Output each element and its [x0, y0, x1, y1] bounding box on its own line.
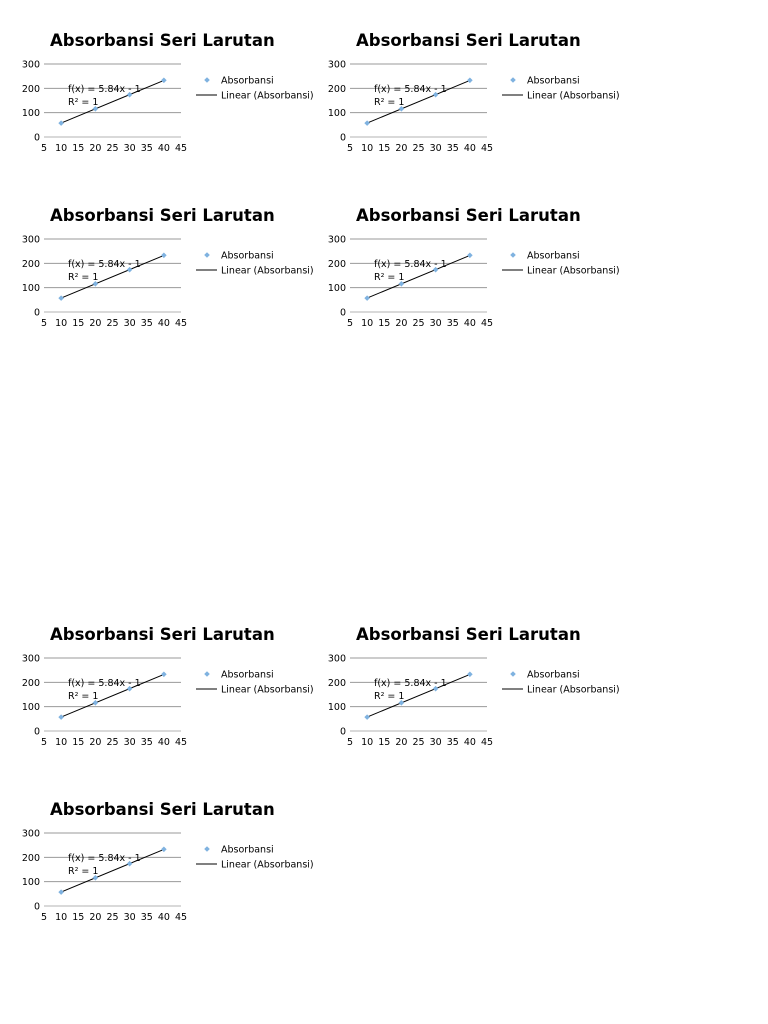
trendline-r-squared: R² = 1 [374, 272, 405, 283]
legend-marker-icon [204, 77, 210, 83]
x-tick-label: 10 [361, 318, 374, 329]
x-tick-label: 15 [378, 737, 391, 748]
x-tick-label: 5 [40, 318, 48, 329]
x-tick-label: 40 [463, 318, 476, 329]
x-tick-label: 30 [429, 737, 442, 748]
x-tick-label: 35 [140, 143, 153, 154]
x-tick-label: 10 [55, 737, 68, 748]
data-point [467, 78, 473, 84]
legend-marker-icon [510, 77, 516, 83]
y-tick-label: 300 [327, 59, 346, 71]
chart-7 [10, 797, 314, 947]
x-tick-label: 15 [72, 737, 85, 748]
x-tick-label: 40 [157, 737, 170, 748]
y-tick-label: 0 [339, 132, 346, 144]
y-tick-label: 100 [327, 108, 346, 120]
legend-label: Linear (Absorbansi) [527, 90, 620, 102]
data-point [467, 672, 473, 678]
x-tick-label: 30 [123, 737, 136, 748]
x-tick-label: 25 [412, 737, 425, 748]
y-tick-label: 200 [21, 677, 40, 689]
chart-title: Absorbansi Seri Larutan [356, 31, 581, 50]
x-tick-label: 20 [89, 912, 102, 923]
chart-svg [316, 28, 620, 178]
x-tick-label: 15 [378, 318, 391, 329]
legend-label: Absorbansi [527, 250, 580, 262]
y-tick-label: 0 [339, 726, 346, 738]
x-tick-label: 5 [40, 143, 48, 154]
x-tick-label: 20 [395, 143, 408, 154]
chart-3 [10, 203, 314, 353]
y-tick-label: 0 [33, 132, 40, 144]
y-tick-label: 100 [21, 108, 40, 120]
x-tick-label: 5 [346, 737, 354, 748]
x-tick-label: 35 [446, 318, 459, 329]
x-tick-label: 5 [346, 318, 354, 329]
data-point [161, 78, 167, 84]
x-tick-label: 20 [89, 318, 102, 329]
x-tick-label: 5 [40, 912, 48, 923]
chart-4 [316, 203, 620, 353]
legend-marker-icon [510, 671, 516, 677]
x-tick-label: 20 [89, 143, 102, 154]
x-tick-label: 10 [55, 318, 68, 329]
x-tick-label: 40 [157, 912, 170, 923]
chart-svg [316, 622, 620, 772]
trendline-equation: f(x) = 5.84x - 1 [68, 84, 141, 95]
trendline-equation: f(x) = 5.84x - 1 [68, 259, 141, 270]
x-tick-label: 25 [106, 737, 119, 748]
y-tick-label: 100 [327, 283, 346, 295]
legend-label: Linear (Absorbansi) [221, 684, 314, 696]
y-tick-label: 200 [21, 83, 40, 95]
chart-6 [316, 622, 620, 772]
y-tick-label: 0 [33, 307, 40, 319]
trendline-equation: f(x) = 5.84x - 1 [374, 678, 447, 689]
y-tick-label: 300 [21, 653, 40, 665]
legend-label: Linear (Absorbansi) [221, 265, 314, 277]
x-tick-label: 45 [174, 912, 188, 923]
data-point [161, 672, 167, 678]
chart-title: Absorbansi Seri Larutan [356, 625, 581, 644]
y-tick-label: 300 [327, 234, 346, 246]
y-tick-label: 100 [21, 702, 40, 714]
legend-label: Linear (Absorbansi) [527, 265, 620, 277]
chart-title: Absorbansi Seri Larutan [50, 800, 275, 819]
legend-label: Linear (Absorbansi) [221, 859, 314, 871]
legend-label: Linear (Absorbansi) [527, 684, 620, 696]
x-tick-label: 30 [123, 912, 136, 923]
chart-title: Absorbansi Seri Larutan [50, 625, 275, 644]
chart-title: Absorbansi Seri Larutan [50, 206, 275, 225]
chart-5 [10, 622, 314, 772]
x-tick-label: 35 [446, 143, 459, 154]
x-tick-label: 30 [123, 318, 136, 329]
data-point [58, 714, 64, 720]
trendline-r-squared: R² = 1 [374, 691, 405, 702]
trendline-r-squared: R² = 1 [68, 272, 99, 283]
x-tick-label: 40 [157, 143, 170, 154]
y-tick-label: 300 [21, 59, 40, 71]
trendline-equation: f(x) = 5.84x - 1 [68, 678, 141, 689]
chart-title: Absorbansi Seri Larutan [356, 206, 581, 225]
data-point [161, 847, 167, 853]
x-tick-label: 30 [123, 143, 136, 154]
x-tick-label: 45 [480, 143, 494, 154]
y-tick-label: 200 [327, 677, 346, 689]
data-point [161, 253, 167, 259]
chart-svg [316, 203, 620, 353]
x-tick-label: 25 [106, 143, 119, 154]
y-tick-label: 100 [21, 877, 40, 889]
y-tick-label: 200 [327, 83, 346, 95]
y-tick-label: 200 [21, 258, 40, 270]
y-tick-label: 100 [21, 283, 40, 295]
x-tick-label: 20 [395, 737, 408, 748]
x-tick-label: 10 [361, 737, 374, 748]
x-tick-label: 5 [40, 737, 48, 748]
x-tick-label: 20 [395, 318, 408, 329]
chart-2 [316, 28, 620, 178]
y-tick-label: 300 [327, 653, 346, 665]
x-tick-label: 10 [55, 143, 68, 154]
data-point [58, 295, 64, 301]
x-tick-label: 45 [174, 737, 188, 748]
x-tick-label: 45 [174, 143, 188, 154]
data-point [364, 714, 370, 720]
chart-svg [10, 28, 314, 178]
data-point [58, 889, 64, 895]
trendline-r-squared: R² = 1 [68, 866, 99, 877]
legend-label: Absorbansi [221, 75, 274, 87]
chart-svg [10, 622, 314, 772]
x-tick-label: 35 [446, 737, 459, 748]
x-tick-label: 30 [429, 143, 442, 154]
trendline-equation: f(x) = 5.84x - 1 [68, 853, 141, 864]
trendline-r-squared: R² = 1 [68, 691, 99, 702]
legend-label: Absorbansi [527, 75, 580, 87]
data-point [364, 120, 370, 126]
y-tick-label: 0 [339, 307, 346, 319]
data-point [364, 295, 370, 301]
x-tick-label: 25 [412, 143, 425, 154]
x-tick-label: 35 [140, 912, 153, 923]
legend-marker-icon [510, 252, 516, 258]
y-tick-label: 0 [33, 726, 40, 738]
x-tick-label: 35 [140, 737, 153, 748]
data-point [58, 120, 64, 126]
x-tick-label: 30 [429, 318, 442, 329]
data-point [467, 253, 473, 259]
x-tick-label: 5 [346, 143, 354, 154]
x-tick-label: 15 [378, 143, 391, 154]
x-tick-label: 15 [72, 143, 85, 154]
trendline-equation: f(x) = 5.84x - 1 [374, 259, 447, 270]
trendline-equation: f(x) = 5.84x - 1 [374, 84, 447, 95]
y-tick-label: 100 [327, 702, 346, 714]
y-tick-label: 200 [21, 852, 40, 864]
chart-1 [10, 28, 314, 178]
legend-label: Absorbansi [221, 844, 274, 856]
trendline-r-squared: R² = 1 [374, 97, 405, 108]
x-tick-label: 40 [157, 318, 170, 329]
legend-label: Absorbansi [221, 250, 274, 262]
chart-title: Absorbansi Seri Larutan [50, 31, 275, 50]
x-tick-label: 40 [463, 143, 476, 154]
x-tick-label: 40 [463, 737, 476, 748]
legend-marker-icon [204, 671, 210, 677]
y-tick-label: 300 [21, 234, 40, 246]
x-tick-label: 10 [55, 912, 68, 923]
legend-label: Linear (Absorbansi) [221, 90, 314, 102]
y-tick-label: 200 [327, 258, 346, 270]
x-tick-label: 15 [72, 318, 85, 329]
legend-label: Absorbansi [221, 669, 274, 681]
x-tick-label: 25 [106, 318, 119, 329]
y-tick-label: 300 [21, 828, 40, 840]
chart-svg [10, 797, 314, 947]
x-tick-label: 25 [106, 912, 119, 923]
x-tick-label: 25 [412, 318, 425, 329]
trendline-r-squared: R² = 1 [68, 97, 99, 108]
legend-marker-icon [204, 252, 210, 258]
chart-svg [10, 203, 314, 353]
x-tick-label: 15 [72, 912, 85, 923]
x-tick-label: 45 [174, 318, 188, 329]
x-tick-label: 10 [361, 143, 374, 154]
legend-marker-icon [204, 846, 210, 852]
x-tick-label: 45 [480, 737, 494, 748]
x-tick-label: 35 [140, 318, 153, 329]
x-tick-label: 20 [89, 737, 102, 748]
x-tick-label: 45 [480, 318, 494, 329]
y-tick-label: 0 [33, 901, 40, 913]
legend-label: Absorbansi [527, 669, 580, 681]
